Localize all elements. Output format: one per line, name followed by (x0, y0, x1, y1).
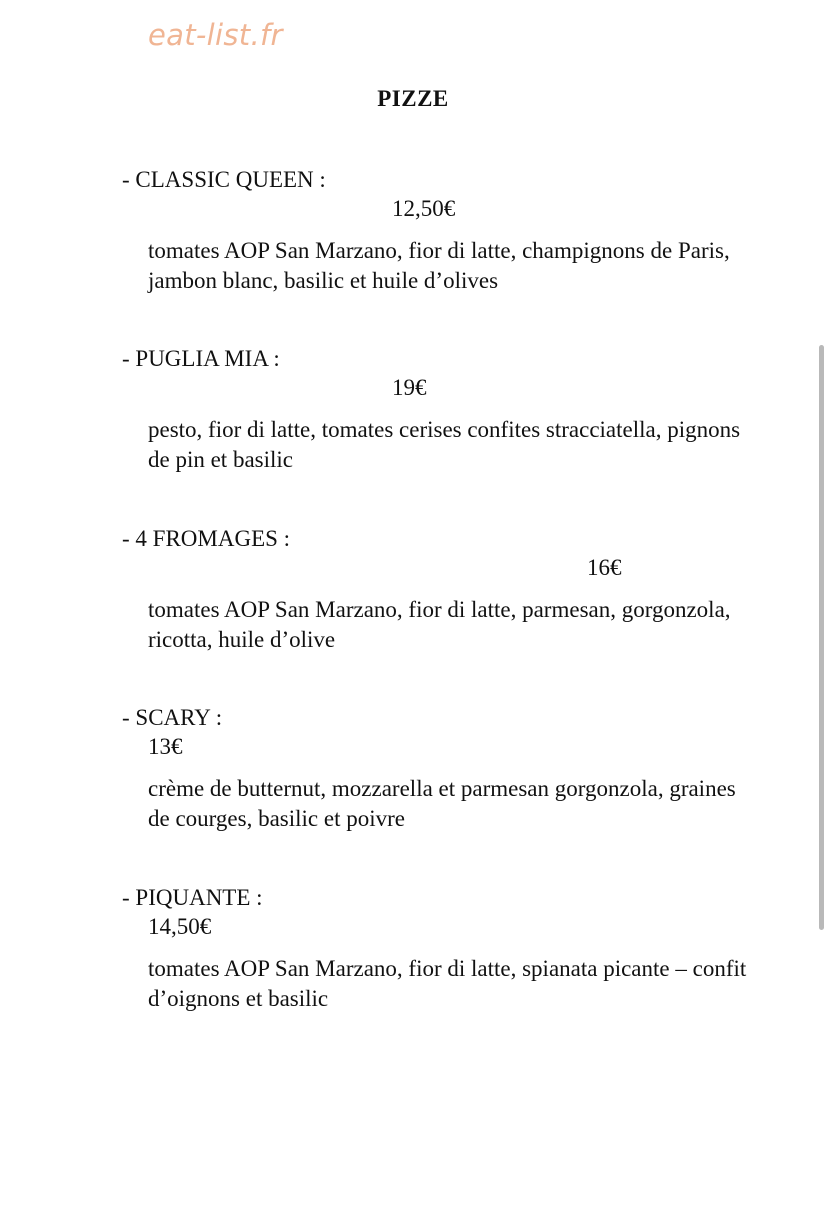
item-price: 12,50€ (392, 196, 456, 221)
item-description: tomates AOP San Marzano, fior di latte, champignons de Paris, jambon blanc, basilic et huile d’olives (148, 238, 730, 293)
item-description: tomates AOP San Marzano, fior di latte, spianata picante – confit d’oignons et basilic (148, 956, 747, 1011)
section-title: PIZZE (377, 86, 449, 111)
watermark-logo: eat-list.fr (148, 18, 283, 52)
item-name: - SCARY : (122, 705, 223, 730)
item-description: tomates AOP San Marzano, fior di latte, parmesan, gorgonzola, ricotta, huile d’olive (148, 597, 731, 652)
item-name: - CLASSIC QUEEN : (122, 167, 326, 192)
item-price: 19€ (392, 375, 427, 400)
item-description: pesto, fior di latte, tomates cerises confites stracciatella, pignons de pin et basilic (148, 417, 741, 472)
item-price: 14,50€ (148, 914, 212, 939)
item-price: 16€ (587, 555, 622, 580)
item-description: crème de butternut, mozzarella et parmesan gorgonzola, graines de courges, basilic et poivre (148, 776, 736, 831)
item-name: - 4 FROMAGES : (122, 526, 291, 551)
item-name: - PUGLIA MIA : (122, 346, 280, 371)
item-name: - PIQUANTE : (122, 885, 263, 910)
item-price: 13€ (148, 734, 183, 759)
scrollbar[interactable] (819, 345, 824, 930)
